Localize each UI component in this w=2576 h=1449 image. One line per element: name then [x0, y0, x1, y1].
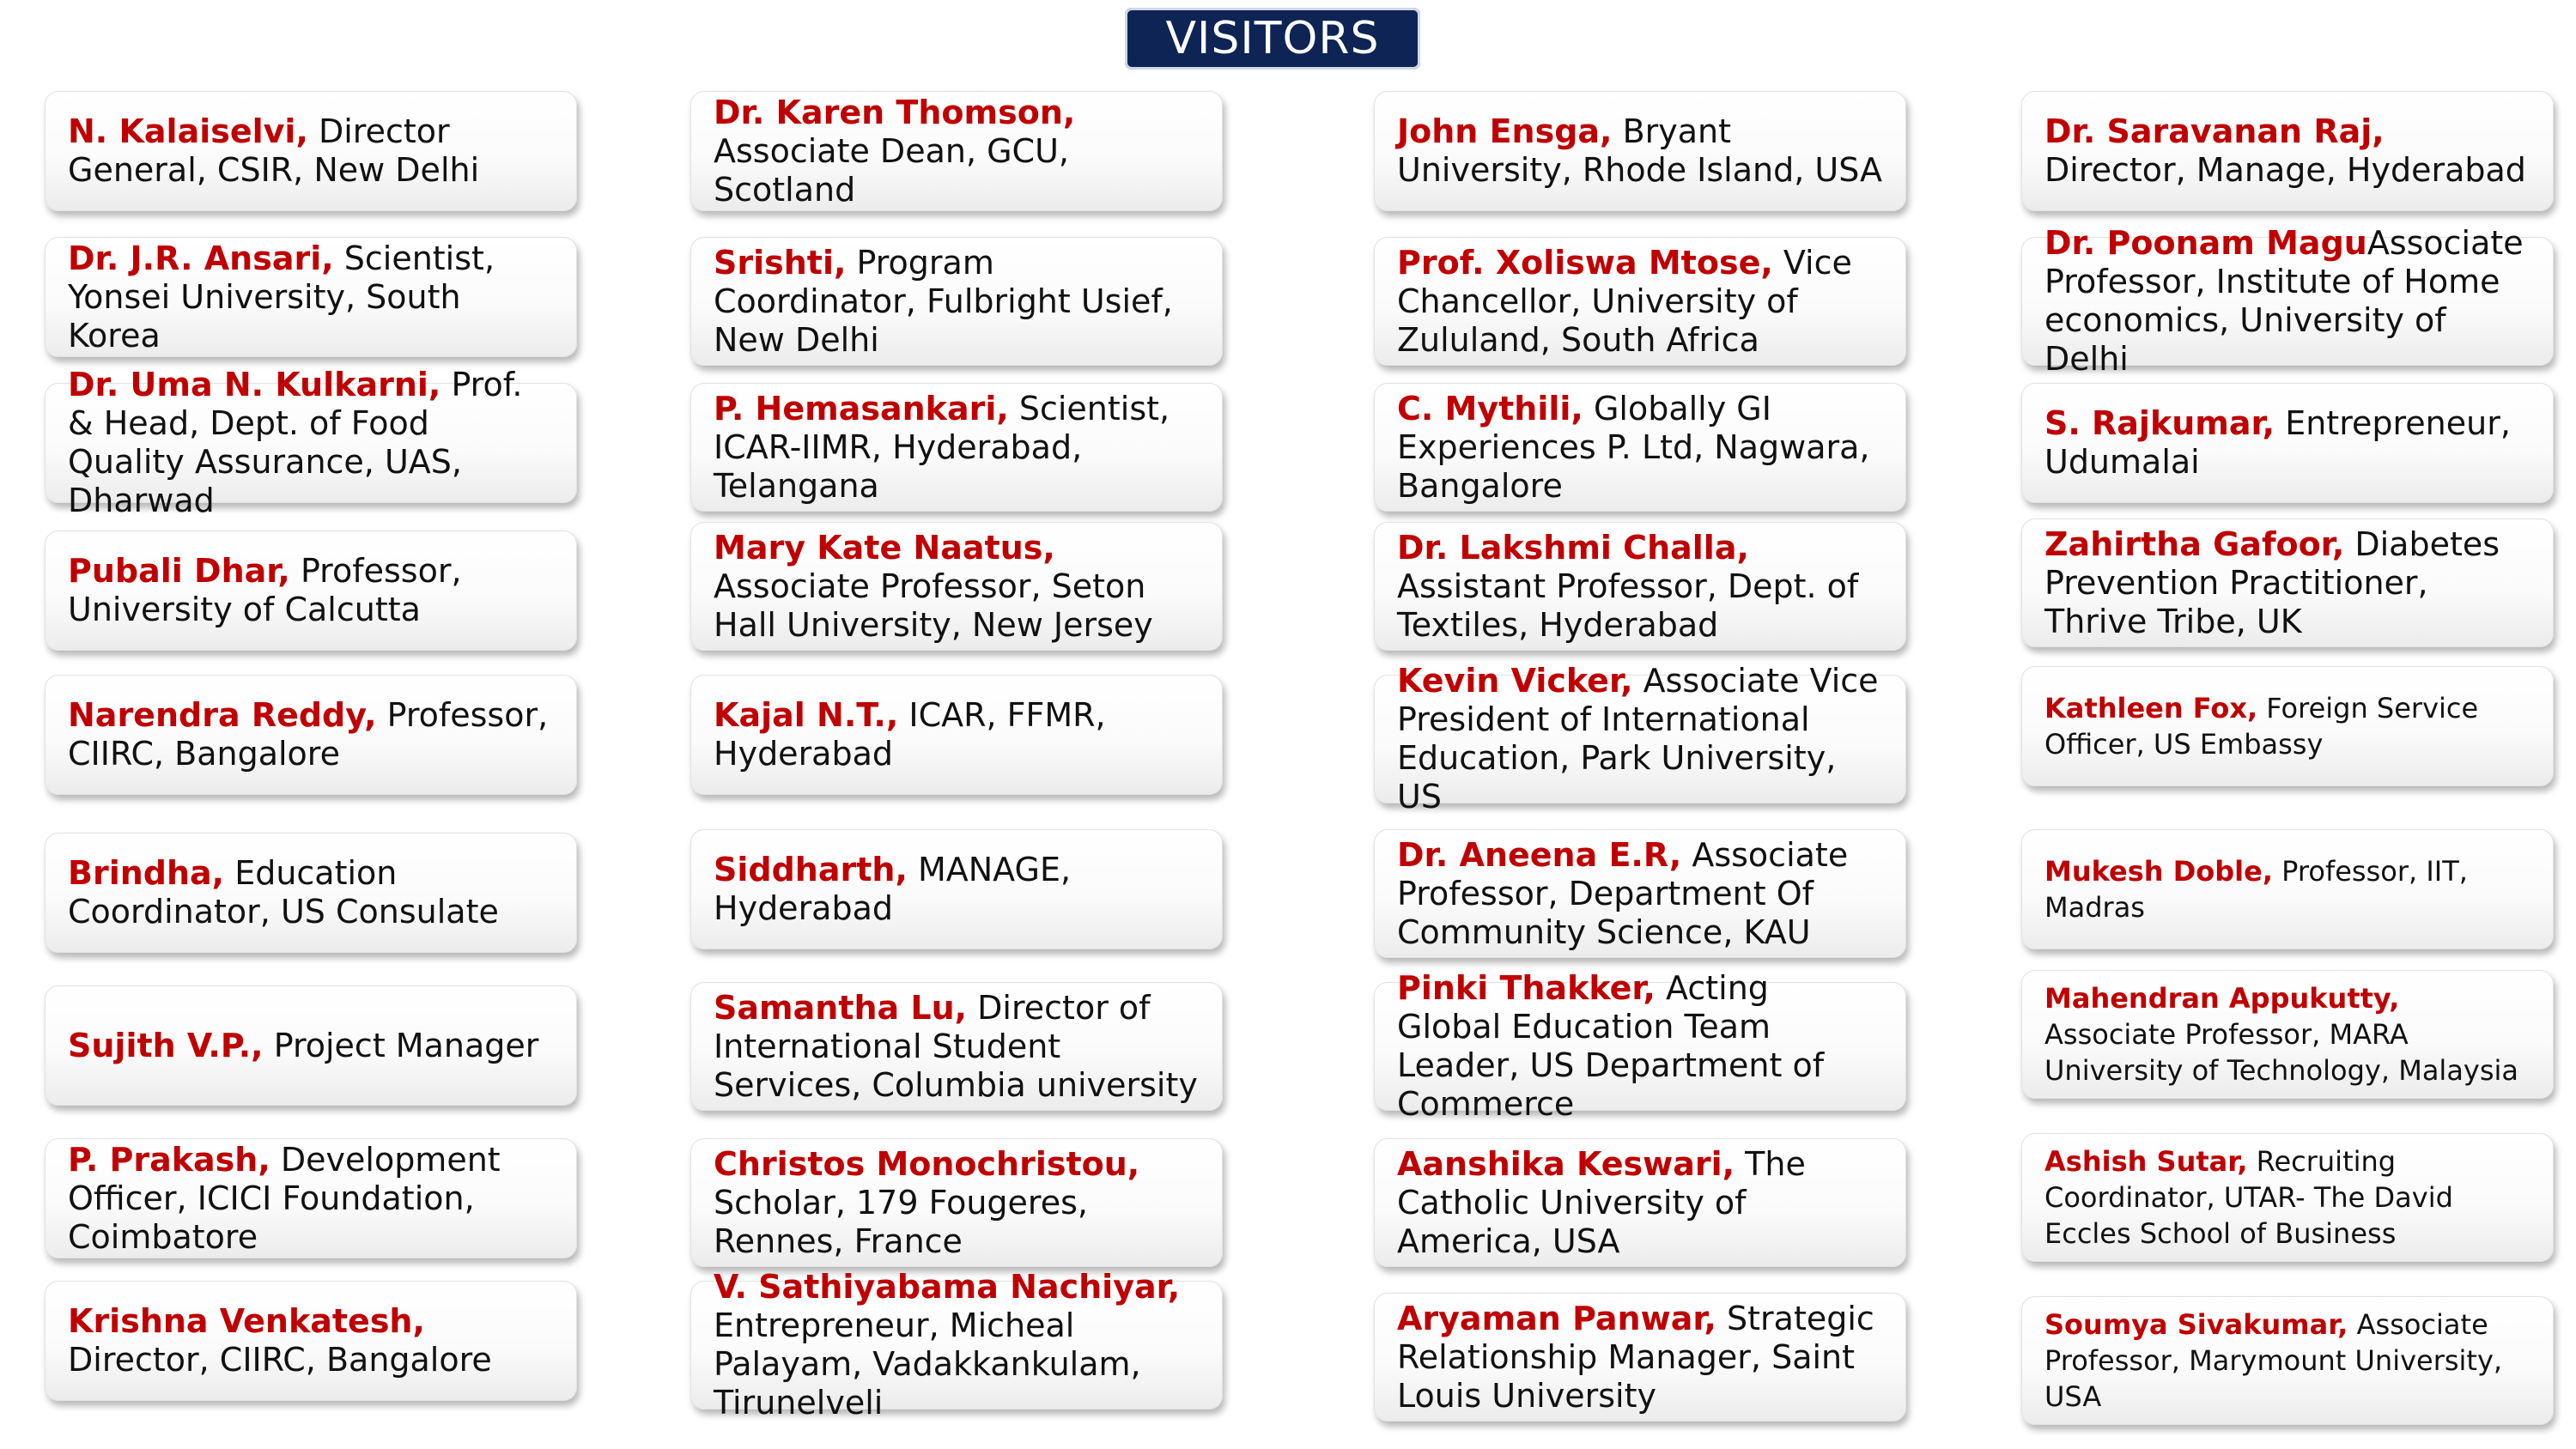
visitor-details: Education Coordinator, US Consulate	[68, 854, 499, 931]
visitor-details: Scientist, ICAR-IIMR, Hyderabad, Telangana	[714, 389, 1170, 505]
visitor-text	[1397, 529, 1883, 645]
visitor-name: Aryaman Panwar,	[1397, 1299, 1716, 1337]
visitor-text	[2044, 224, 2530, 379]
visitor-text	[2044, 1143, 2530, 1252]
visitor-name: Krishna Venkatesh,	[68, 1302, 425, 1340]
visitor-card	[1374, 522, 1906, 651]
visitor-name: Aanshika Keswari,	[1397, 1144, 1735, 1183]
visitor-card	[1374, 662, 1906, 815]
visitor-details: Prof. & Head, Dept. of Food Quality Assurance, UAS, Dharwad	[68, 366, 523, 519]
visitor-text	[714, 529, 1200, 645]
visitor-details: ICAR, FFMR, Hyderabad	[714, 696, 1106, 773]
visitor-card	[690, 91, 1223, 211]
visitor-card	[690, 982, 1223, 1111]
visitor-details: Assistant Professor, Dept. of Textiles, Hyderabad	[1397, 567, 1859, 644]
visitor-text	[68, 239, 554, 355]
visitor-card	[45, 985, 577, 1106]
visitor-card	[2021, 829, 2554, 949]
visitor-details: Professor, University of Calcutta	[68, 552, 462, 628]
visitor-card	[690, 675, 1223, 795]
visitor-name: Dr. Saravanan Raj,	[2044, 112, 2385, 150]
visitor-card	[1374, 237, 1906, 366]
visitor-details: Associate Professor, Marymount University, USA	[2044, 1308, 2503, 1413]
visitor-name: S. Rajkumar,	[2044, 404, 2275, 442]
visitor-text	[2044, 404, 2530, 482]
visitor-name: Dr. Poonam Magu	[2044, 224, 2367, 262]
visitor-details: Project Manager	[263, 1026, 539, 1064]
visitor-text	[714, 390, 1200, 506]
visitor-details: Associate Professor, MARA University of Technology, Malaysia	[2044, 1018, 2519, 1087]
visitor-name: Pinki Thakker,	[1397, 969, 1656, 1007]
visitor-card	[2021, 666, 2554, 786]
visitor-name: N. Kalaiselvi,	[68, 112, 308, 150]
visitor-name: C. Mythili,	[1397, 389, 1583, 427]
visitor-name: Kajal N.T.,	[714, 696, 899, 734]
visitor-card	[2021, 224, 2554, 378]
visitor-name: Samantha Lu,	[714, 988, 968, 1027]
visitor-details: Professor, IIT, Madras	[2044, 855, 2468, 924]
visitor-card	[45, 675, 577, 795]
visitor-name: Ashish Sutar,	[2044, 1145, 2248, 1178]
visitor-card	[690, 829, 1223, 949]
visitor-text	[2044, 980, 2530, 1088]
visitor-details: Professor, CIIRC, Bangalore	[68, 696, 549, 773]
visitor-details: Director General, CSIR, New Delhi	[68, 112, 480, 189]
visitor-text	[2044, 525, 2530, 641]
visitor-card	[2021, 383, 2554, 503]
visitor-name: Zahirtha Gafoor,	[2044, 524, 2345, 563]
visitor-name: Mukesh Doble,	[2044, 855, 2273, 888]
visitor-text	[2044, 690, 2530, 762]
visitor-card	[690, 522, 1223, 651]
visitor-card	[1374, 91, 1906, 211]
visitor-name: Mary Kate Naatus,	[714, 528, 1055, 567]
visitor-text	[68, 1141, 554, 1257]
visitor-text	[714, 696, 1200, 773]
visitor-details: Program Coordinator, Fulbright Usief, New Delhi	[714, 243, 1173, 359]
visitor-name: Kathleen Fox,	[2044, 692, 2258, 724]
visitor-text	[714, 989, 1200, 1105]
visitor-details: Associate Professor, Institute of Home economics, University of Delhi	[2044, 224, 2524, 378]
visitor-text	[68, 1027, 554, 1065]
visitor-card	[45, 1281, 577, 1401]
visitor-details: Scholar, 179 Fougeres, Rennes, France	[714, 1183, 1088, 1260]
visitor-text	[1397, 836, 1883, 952]
visitor-card	[45, 237, 577, 357]
visitor-details: Entrepreneur, Micheal Palayam, Vadakkankulam, Tirunelveli	[714, 1307, 1141, 1422]
visitor-text	[1397, 969, 1883, 1124]
visitor-details: Entrepreneur, Udumalai	[2044, 404, 2511, 481]
visitor-column	[45, 0, 586, 1449]
visitor-card	[1374, 383, 1906, 512]
visitor-text	[1397, 1145, 1883, 1261]
visitor-name: Dr. Lakshmi Challa,	[1397, 528, 1749, 567]
visitor-details: The Catholic University of America, USA	[1397, 1144, 1806, 1260]
visitor-details: Diabetes Prevention Practitioner, Thrive Tribe, UK	[2044, 524, 2500, 640]
visitor-name: Brindha,	[68, 854, 225, 892]
visitor-details: Development Officer, ICICI Foundation, Coimbatore	[68, 1140, 501, 1256]
visitor-card	[45, 91, 577, 211]
visitor-details: Recruiting Coordinator, UTAR- The David Eccles School of Business	[2044, 1145, 2453, 1250]
visitor-name: Dr. Aneena E.R,	[1397, 835, 1682, 874]
visitor-card	[690, 1268, 1223, 1422]
visitor-name: Narendra Reddy,	[68, 696, 377, 734]
visitor-card	[2021, 518, 2554, 647]
visitor-name: Prof. Xoliswa Mtose,	[1397, 243, 1773, 282]
visitor-card	[1374, 969, 1906, 1123]
visitor-column	[1374, 0, 1915, 1449]
visitor-details: Vice Chancellor, University of Zululand, South Africa	[1397, 243, 1852, 359]
visitor-card	[2021, 970, 2554, 1099]
visitor-card	[1374, 829, 1906, 958]
visitor-name: Christos Monochristou,	[714, 1144, 1140, 1183]
visitor-card	[1374, 1293, 1906, 1422]
visitor-text	[1397, 662, 1883, 816]
visitor-text	[1397, 112, 1883, 190]
visitor-card	[2021, 1296, 2554, 1425]
visitor-name: P. Prakash,	[68, 1140, 270, 1179]
visitor-name: P. Hemasankari,	[714, 389, 1009, 427]
visitor-card	[45, 530, 577, 651]
visitor-name: Pubali Dhar,	[68, 552, 290, 590]
visitor-text	[68, 1302, 554, 1379]
visitor-name: Soumya Sivakumar,	[2044, 1308, 2348, 1341]
visitor-card	[690, 383, 1223, 512]
visitor-text	[68, 854, 554, 931]
visitor-card	[45, 366, 577, 519]
page-title: VISITORS	[1125, 8, 1420, 70]
visitor-text	[714, 851, 1200, 928]
visitor-details: Associate Dean, GCU, Scotland	[714, 131, 1069, 209]
visitor-card	[690, 1138, 1223, 1267]
visitor-details: Scientist, Yonsei University, South Korea	[68, 239, 495, 355]
visitor-card	[45, 1138, 577, 1258]
visitor-details: Associate Professor, Seton Hall University, New Jersey	[714, 567, 1153, 644]
visitor-column	[2021, 0, 2562, 1449]
visitor-name: Dr. J.R. Ansari,	[68, 239, 334, 277]
visitor-text	[1397, 1300, 1883, 1416]
visitor-text	[714, 244, 1200, 360]
visitor-text	[2044, 112, 2530, 190]
visitor-name: Mahendran Appukutty,	[2044, 982, 2400, 1015]
visitor-name: V. Sathiyabama Nachiyar,	[714, 1268, 1181, 1306]
visitor-text	[714, 1268, 1200, 1422]
visitor-details: Associate Vice President of International Education, Park University, US	[1397, 662, 1879, 815]
visitor-text	[2044, 853, 2530, 925]
visitor-name: Siddharth,	[714, 851, 908, 888]
visitor-details: Foreign Service Officer, US Embassy	[2044, 692, 2479, 761]
visitor-card	[2021, 1133, 2554, 1262]
visitor-name: Srishti,	[714, 243, 847, 282]
visitor-name: John Ensga,	[1397, 112, 1613, 150]
visitor-text	[68, 552, 554, 629]
visitor-text	[714, 1145, 1200, 1261]
visitor-details: Strategic Relationship Manager, Saint Louis University	[1397, 1299, 1874, 1415]
visitor-text	[68, 366, 554, 520]
visitor-column	[690, 0, 1231, 1449]
visitor-card	[2021, 91, 2554, 211]
visitor-text	[68, 112, 554, 190]
visitor-details: Acting Global Education Team Leader, US Department of Commerce	[1397, 969, 1825, 1123]
visitor-text	[1397, 390, 1883, 506]
visitor-details: Director of International Student Services, Columbia university	[714, 988, 1198, 1104]
visitor-name: Kevin Vicker,	[1397, 662, 1633, 700]
visitor-details: Associate Professor, Department Of Community Science, KAU	[1397, 835, 1849, 951]
visitor-text	[68, 696, 554, 773]
visitor-text	[2044, 1307, 2530, 1415]
visitor-name: Dr. Karen Thomson,	[714, 93, 1076, 131]
visitor-details: MANAGE, Hyderabad	[714, 851, 1072, 927]
visitor-text	[1397, 244, 1883, 360]
visitor-details: Director, Manage, Hyderabad	[2044, 151, 2526, 189]
visitor-card	[690, 237, 1223, 366]
visitor-details: Globally GI Experiences P. Ltd, Nagwara, Bangalore	[1397, 389, 1870, 505]
visitor-card	[45, 833, 577, 953]
visitor-name: Sujith V.P.,	[68, 1026, 264, 1064]
visitor-name: Dr. Uma N. Kulkarni,	[68, 366, 441, 403]
visitor-card	[1374, 1138, 1906, 1267]
visitor-text	[714, 94, 1200, 209]
visitor-details: Director, CIIRC, Bangalore	[68, 1341, 492, 1379]
visitor-details: Bryant University, Rhode Island, USA	[1397, 112, 1883, 189]
